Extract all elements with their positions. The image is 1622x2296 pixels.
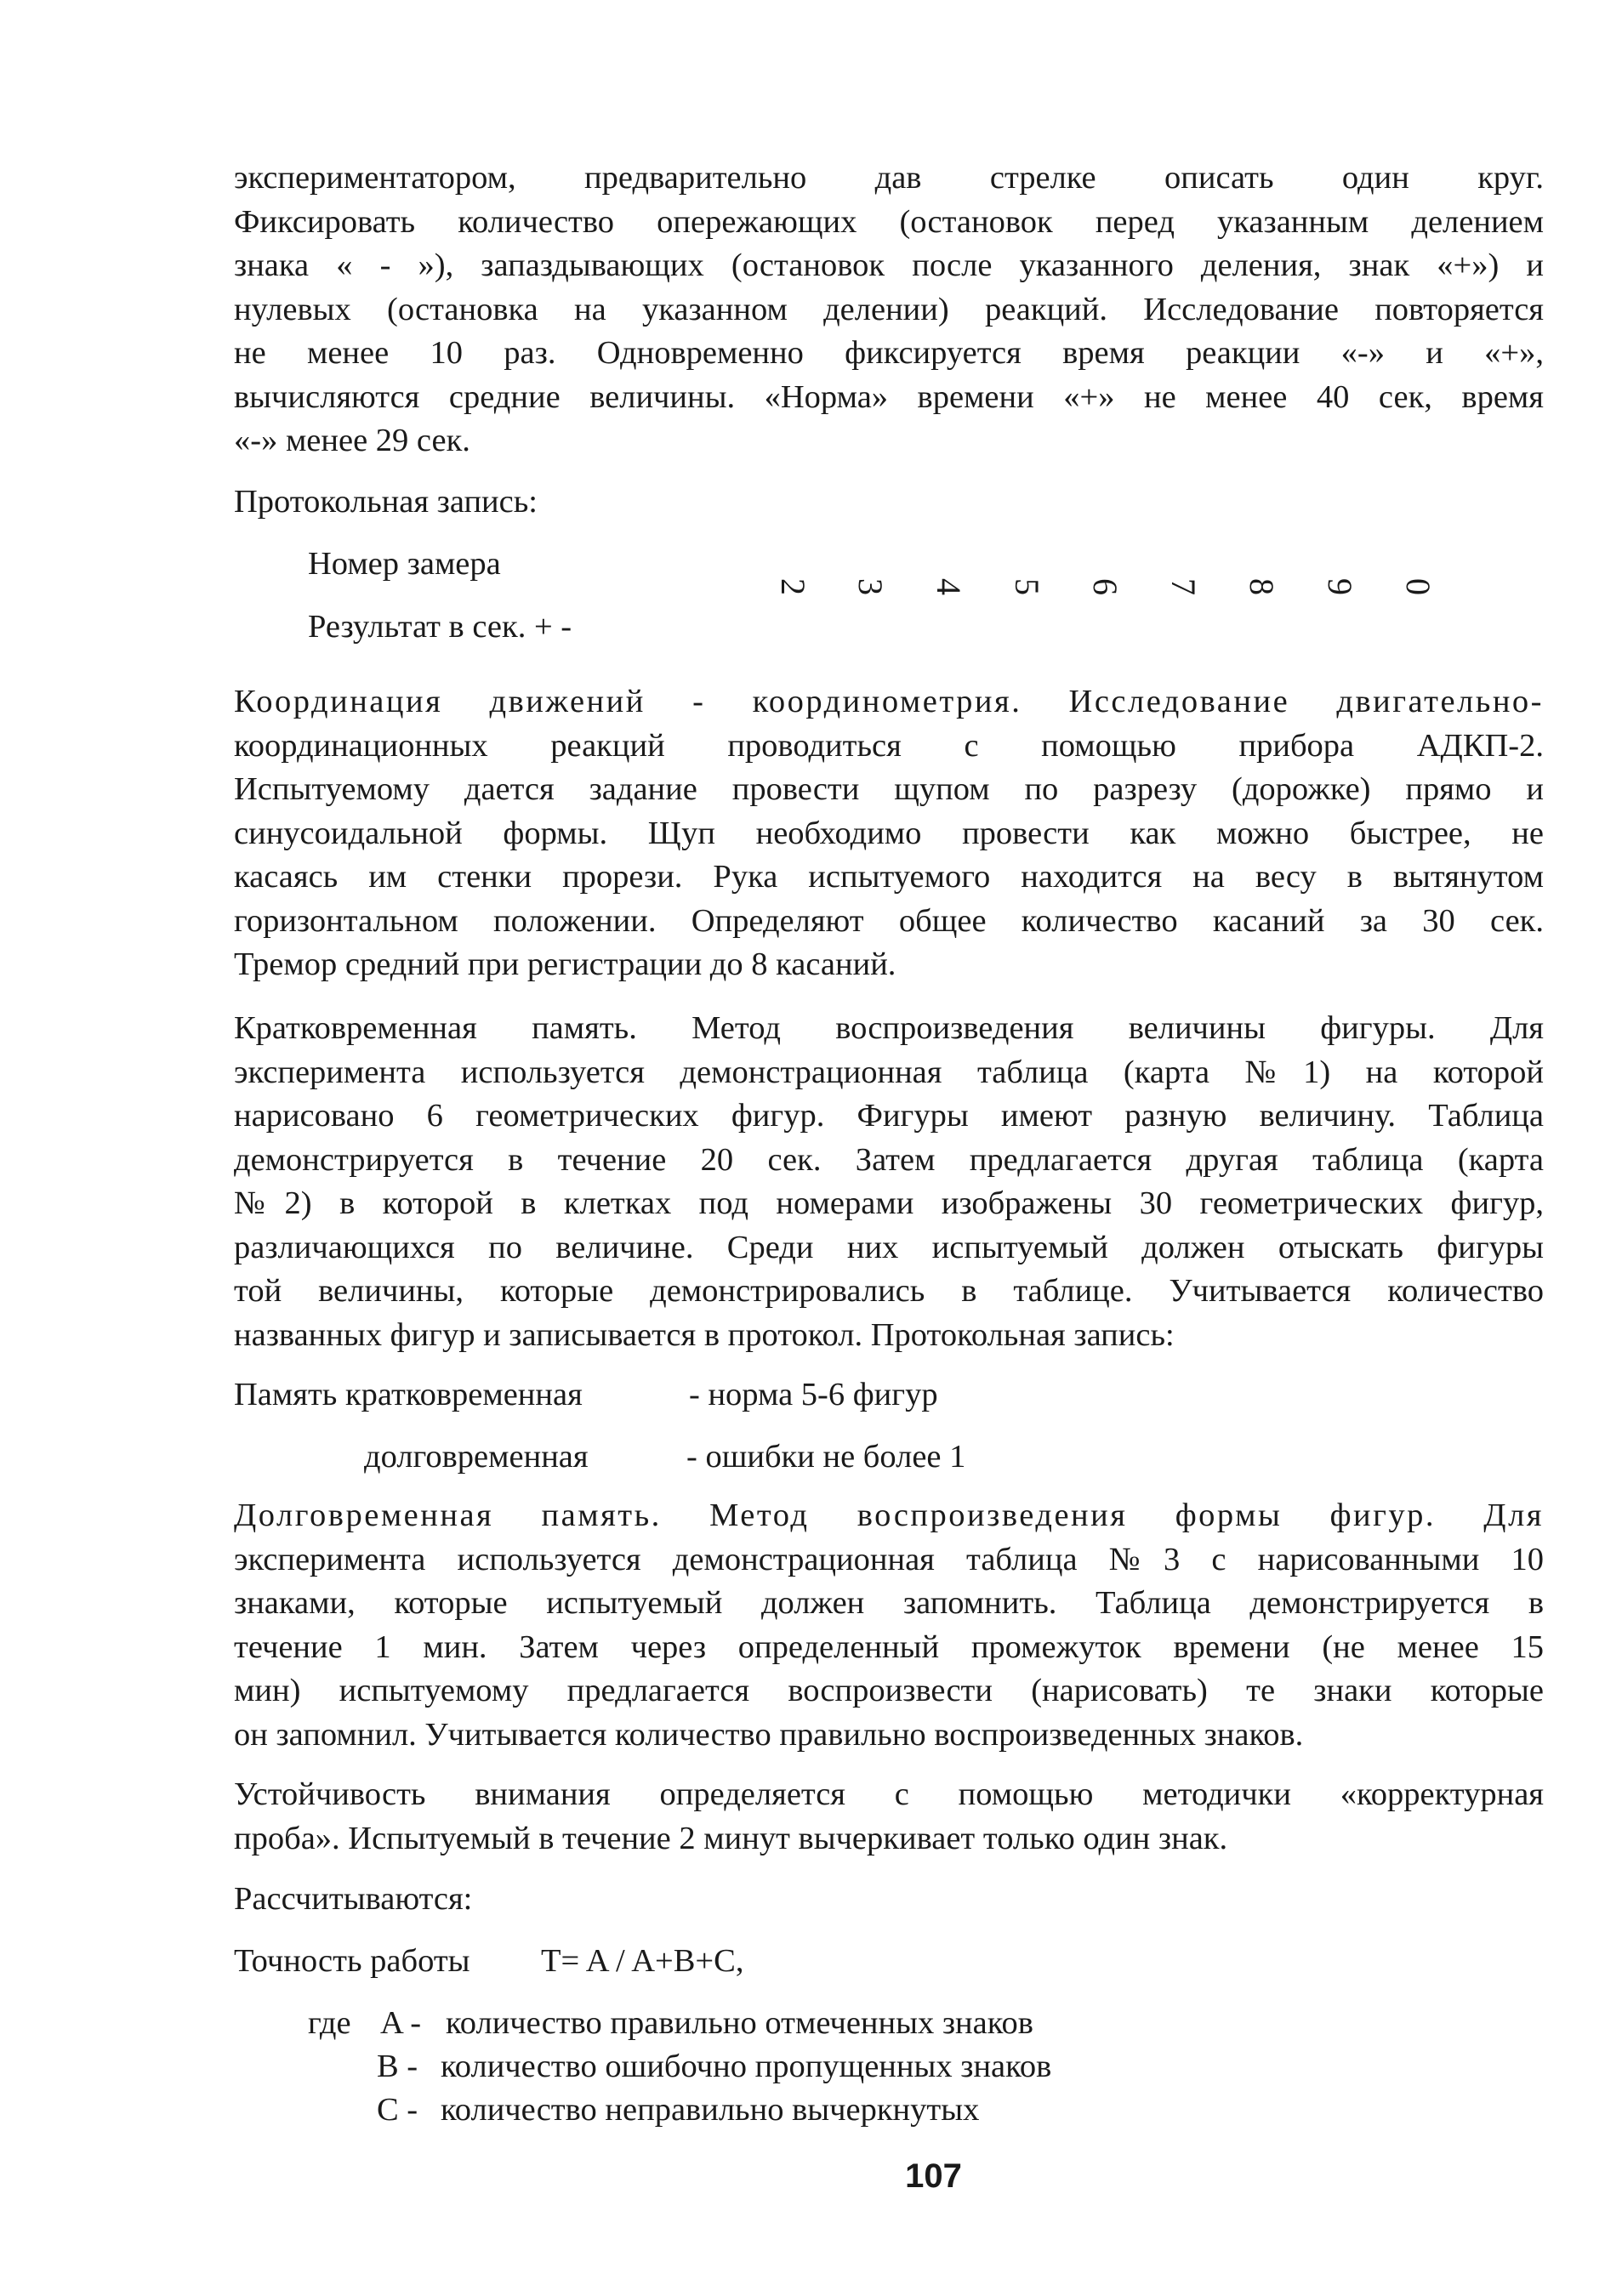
paragraph-short-term-memory — [234, 1007, 1544, 1357]
measure-number: 4 — [930, 578, 968, 595]
protocol-heading: Протокольная запись: — [234, 484, 538, 520]
measure-number: 9 — [1321, 578, 1359, 595]
text-line: Кратковременная память. Метод воспроизведения величины фигуры. Для — [234, 1010, 1544, 1046]
variable-a-key: A - — [380, 2005, 422, 2041]
text-line: эксперимента используется демонстрационная таблица (карта №1) на которой — [234, 1054, 1544, 1090]
text-line: знаками, которые испытуемый должен запомнить. Таблица демонстрируется в — [234, 1585, 1544, 1621]
text-line: проба». Испытуемый в течение 2 минут вычеркивает только один знак. — [234, 1820, 1228, 1856]
text-line: экспериментатором, предварительно дав стрелке описать один круг. — [234, 160, 1544, 196]
text-line: нарисовано 6 геометрических фигур. Фигуры имеют разную величину. Таблица — [234, 1098, 1544, 1134]
measure-number: 8 — [1243, 578, 1281, 595]
measure-number: 6 — [1086, 578, 1124, 595]
text-line: нулевых (остановка на указанном делении) реакций. Исследование повторяется — [234, 291, 1544, 327]
measure-number: 3 — [851, 578, 890, 595]
text-line: демонстрируется в течение 20 сек. Затем предлагается другая таблица (карта — [234, 1141, 1544, 1178]
paragraph-attention — [234, 1773, 1544, 1861]
where-label: где — [308, 2005, 351, 2041]
memory-short-term-label: Память кратковременная — [234, 1377, 583, 1412]
text-line: координационных реакций проводиться с помощью прибора АДКП-2. — [234, 727, 1544, 764]
text-line: №2) в которой в клетках под номерами изображены 30 геометрических фигур, — [234, 1185, 1544, 1221]
text-line: Фиксировать количество опережающих (остановок перед указанным делением — [234, 203, 1544, 240]
text-line: названных фигур и записывается в протокол. Протокольная запись: — [234, 1316, 1175, 1353]
text-line: Устойчивость внимания определяется с помощью методички «корректурная — [234, 1776, 1544, 1812]
measure-number: 2 — [774, 578, 812, 595]
paragraph-long-term-memory — [234, 1494, 1544, 1757]
variable-b-key: B - — [377, 2049, 418, 2084]
result-seconds-label: Результат в сек. + - — [308, 609, 572, 645]
page-number: 107 — [905, 2157, 962, 2195]
paragraph-reaction — [234, 156, 1544, 463]
measure-number-label: Номер замера — [308, 546, 501, 582]
measure-number: 7 — [1164, 578, 1203, 595]
memory-short-term-norm: - норма 5-6 фигур — [689, 1377, 938, 1412]
variable-a-text: количество правильно отмеченных знаков — [446, 2005, 1033, 2041]
text-line: он запомнил. Учитывается количество правильно воспроизведенных знаков. — [234, 1716, 1304, 1753]
text-line: различающихся по величине. Среди них испытуемый должен отыскать фигуры — [234, 1229, 1544, 1265]
measure-number: 5 — [1008, 578, 1046, 595]
text-line: не менее 10 раз. Одновременно фиксируется время реакции «-» и «+», — [234, 335, 1544, 371]
text-line: Координация движений - координометрия. Исследование двигательно- — [234, 684, 1544, 719]
variable-c-key: C - — [377, 2092, 418, 2128]
text-line: той величины, которые демонстрировались в таблице. Учитывается количество — [234, 1273, 1544, 1309]
text-line: эксперимента используется демонстрационная таблица №3 с нарисованными 10 — [234, 1541, 1544, 1577]
text-line: вычисляются средние величины. «Норма» времени «+» не менее 40 сек, время — [234, 378, 1544, 415]
text-line: Тремор средний при регистрации до 8 касаний. — [234, 946, 896, 982]
paragraph-coordination — [234, 680, 1544, 987]
text-line: Испытуемому дается задание провести щупом по разрезу (дорожке) прямо и — [234, 771, 1544, 807]
text-line: «-» менее 29 сек. — [234, 423, 470, 458]
variable-b-text: количество ошибочно пропущенных знаков — [441, 2049, 1052, 2084]
text-line: мин) испытуемому предлагается воспроизвести (нарисовать) те знаки которые — [234, 1673, 1544, 1708]
memory-long-term-label: долговременная — [364, 1439, 589, 1475]
text-line: касаясь им стенки прорези. Рука испытуемого находится на весу в вытянутом — [234, 859, 1544, 895]
variable-c-text: количество неправильно вычеркнутых — [441, 2092, 980, 2128]
text-line: знака « - »), запаздывающих (остановок после указанного деления, знак «+») и — [234, 247, 1544, 283]
text-line: синусоидальной формы. Щуп необходимо провести как можно быстрее, не — [234, 815, 1544, 851]
text-line: течение 1 мин. Затем через определенный промежуток времени (не менее 15 — [234, 1628, 1544, 1665]
text-line: Долговременная память. Метод воспроизведения формы фигур. Для — [234, 1498, 1544, 1533]
measure-number: 0 — [1399, 578, 1437, 595]
accuracy-formula: T= A / A+B+C, — [541, 1943, 744, 1979]
accuracy-label: Точность работы — [234, 1943, 470, 1979]
calc-heading: Рассчитываются: — [234, 1881, 473, 1917]
memory-long-term-norm: - ошибки не более 1 — [686, 1439, 966, 1475]
text-line: горизонтальном положении. Определяют общее количество касаний за 30 сек. — [234, 902, 1544, 939]
